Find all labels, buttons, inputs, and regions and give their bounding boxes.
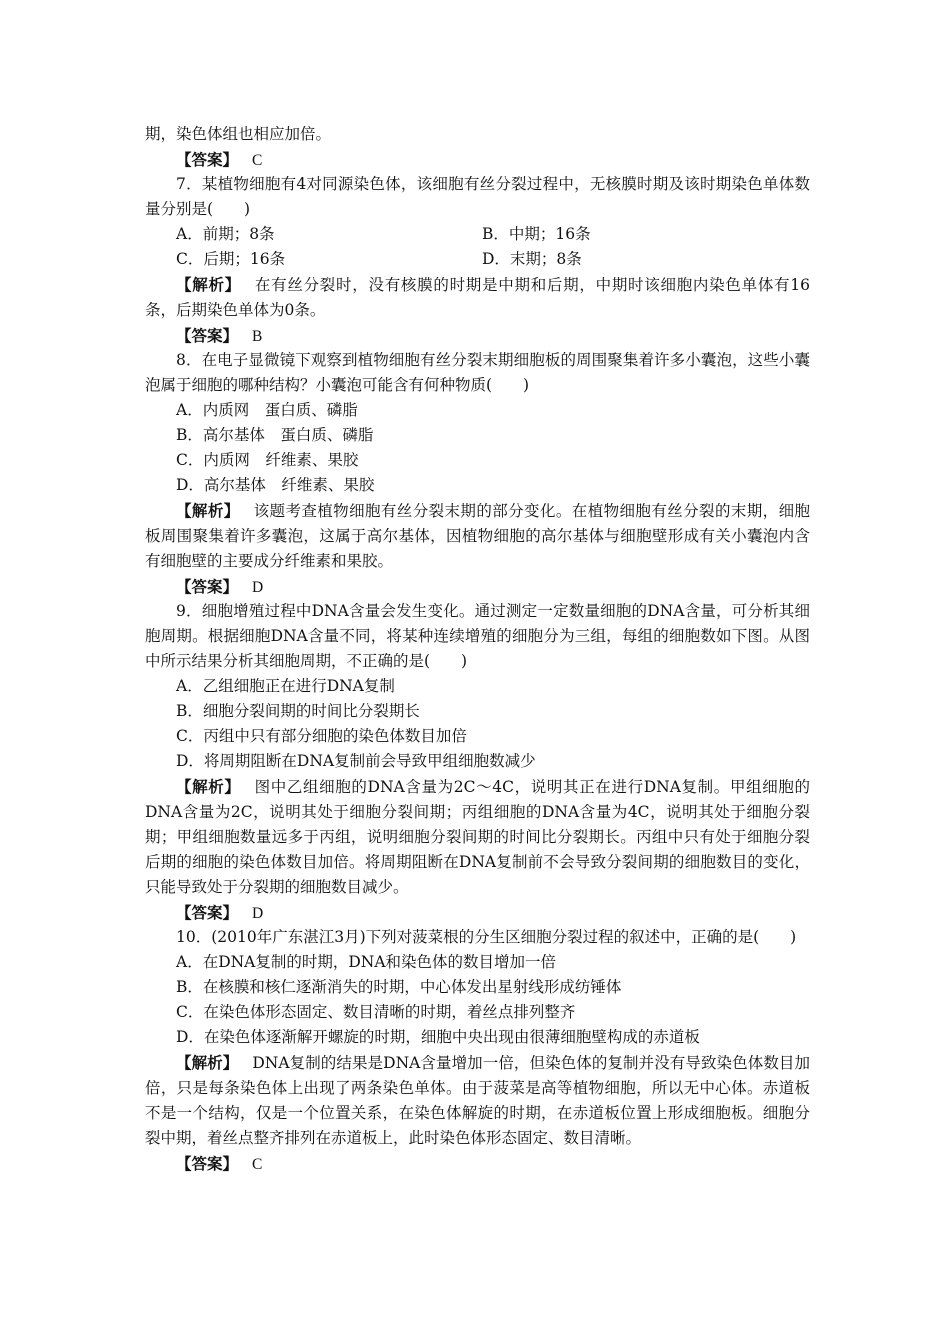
question-9-answer (145, 900, 810, 925)
question-9-analysis (145, 774, 810, 900)
option-c: C．内质网 纤维素、果胶 (176, 451, 359, 469)
answer-label: 【答案】 (176, 903, 239, 922)
option-b: B．高尔基体 蛋白质、磷脂 (176, 426, 374, 444)
answer-label: 【答案】 (176, 326, 239, 345)
question-10-answer (145, 1151, 810, 1176)
analysis-label: 【解析】 (176, 777, 241, 796)
question-7-analysis (145, 272, 810, 323)
question-8-stem: 8．在电子显微镜下观察到植物细胞有丝分裂末期细胞板的周围聚集着许多小囊泡，这些小囊泡属于细胞的哪种结构？小囊泡可能含有何种物质( ) (145, 351, 810, 394)
answer-value: C (252, 152, 263, 169)
option-b: B．中期；16条 (482, 225, 591, 243)
option-b: B．细胞分裂间期的时间比分裂期长 (176, 702, 420, 720)
analysis-text: 该题考查植物细胞有丝分裂末期的部分变化。在植物细胞有丝分裂的末期，细胞板周围聚集着许多囊泡，这属于高尔基体，因植物细胞的高尔基体与细胞壁形成有关小囊泡内含有细胞壁的主要成分纤维素和果胶。 (145, 502, 810, 570)
analysis-text: 在有丝分裂时，没有核膜的时期是中期和后期，中期时该细胞内染色单体有16条，后期染色单体为0条。 (145, 276, 810, 319)
option-c: C．丙组中只有部分细胞的染色体数目加倍 (176, 727, 467, 745)
question-7-answer (145, 323, 810, 348)
document-page (145, 122, 810, 1176)
previous-answer (145, 147, 810, 172)
analysis-text: DNA复制的结果是DNA含量增加一倍，但染色体的复制并没有导致染色体数目加倍，只是每条染色体上出现了两条染色单体。由于菠菜是高等植物细胞，所以无中心体。赤道板不是一个结构，仅是一个位置关系，在染色体解旋的时期，在赤道板位置上形成细胞板。细胞分裂中期，着丝点整齐排列在赤道板上，此时染色体形态固定、数目清晰。 (145, 1054, 810, 1147)
option-a: A．乙组细胞正在进行DNA复制 (176, 677, 395, 695)
question-10-analysis (145, 1050, 810, 1151)
answer-label: 【答案】 (176, 150, 239, 169)
question-9-stem: 9．细胞增殖过程中DNA含量会发生变化。通过测定一定数量细胞的DNA含量，可分析其细胞周期。根据细胞DNA含量不同，将某种连续增殖的细胞分为三组，每组的细胞数如下图。从图中所示结果分析其细胞周期，不正确的是( ) (145, 602, 810, 670)
question-7-stem: 7．某植物细胞有4对同源染色体，该细胞有丝分裂过程中，无核膜时期及该时期染色单体数量分别是( ) (145, 175, 810, 218)
answer-label: 【答案】 (176, 1154, 239, 1173)
analysis-label: 【解析】 (176, 501, 240, 520)
answer-value: D (252, 905, 264, 922)
analysis-text: 图中乙组细胞的DNA含量为2C～4C，说明其正在进行DNA复制。甲组细胞的DNA含量为2C，说明其处于细胞分裂间期；丙组细胞的DNA含量为4C，说明其处于细胞分裂期；甲组细胞数量远多于丙组，说明细胞分裂间期的时间比分裂期长。丙组中只有处于细胞分裂后期的细胞的染色体数目加倍。将周期阻断在DNA复制前不会导致分裂间期的细胞数目的变化，只能导致处于分裂期的细胞数目减少。 (145, 778, 810, 896)
analysis-label: 【解析】 (176, 275, 241, 294)
answer-value: D (252, 579, 264, 596)
question-7-options-row-2 (145, 247, 810, 272)
option-d: D．在染色体逐渐解开螺旋的时期，细胞中央出现由很薄细胞壁构成的赤道板 (176, 1028, 700, 1046)
option-a: A．内质网 蛋白质、磷脂 (176, 401, 358, 419)
answer-value: B (252, 328, 263, 345)
option-d: D．高尔基体 纤维素、果胶 (176, 476, 375, 494)
answer-label: 【答案】 (176, 577, 239, 596)
option-a: A．前期；8条 (176, 225, 275, 243)
option-d: D．末期；8条 (482, 250, 582, 268)
option-d: D．将周期阻断在DNA复制前会导致甲组细胞数减少 (176, 752, 536, 770)
analysis-label: 【解析】 (176, 1053, 239, 1072)
option-b: B．在核膜和核仁逐渐消失的时期，中心体发出星射线形成纺锤体 (176, 978, 622, 996)
question-8-analysis (145, 498, 810, 574)
answer-value: C (252, 1156, 263, 1173)
question-8-answer (145, 574, 810, 599)
previous-analysis-tail: 期，染色体组也相应加倍。 (145, 125, 332, 143)
question-7-options-row-1 (145, 222, 810, 247)
option-a: A．在DNA复制的时期，DNA和染色体的数目增加一倍 (176, 953, 557, 971)
option-c: C．后期；16条 (176, 250, 286, 268)
question-10-stem: 10．(2010年广东湛江3月)下列对菠菜根的分生区细胞分裂过程的叙述中，正确的是( ) (176, 928, 797, 946)
option-c: C．在染色体形态固定、数目清晰的时期，着丝点排列整齐 (176, 1003, 576, 1021)
